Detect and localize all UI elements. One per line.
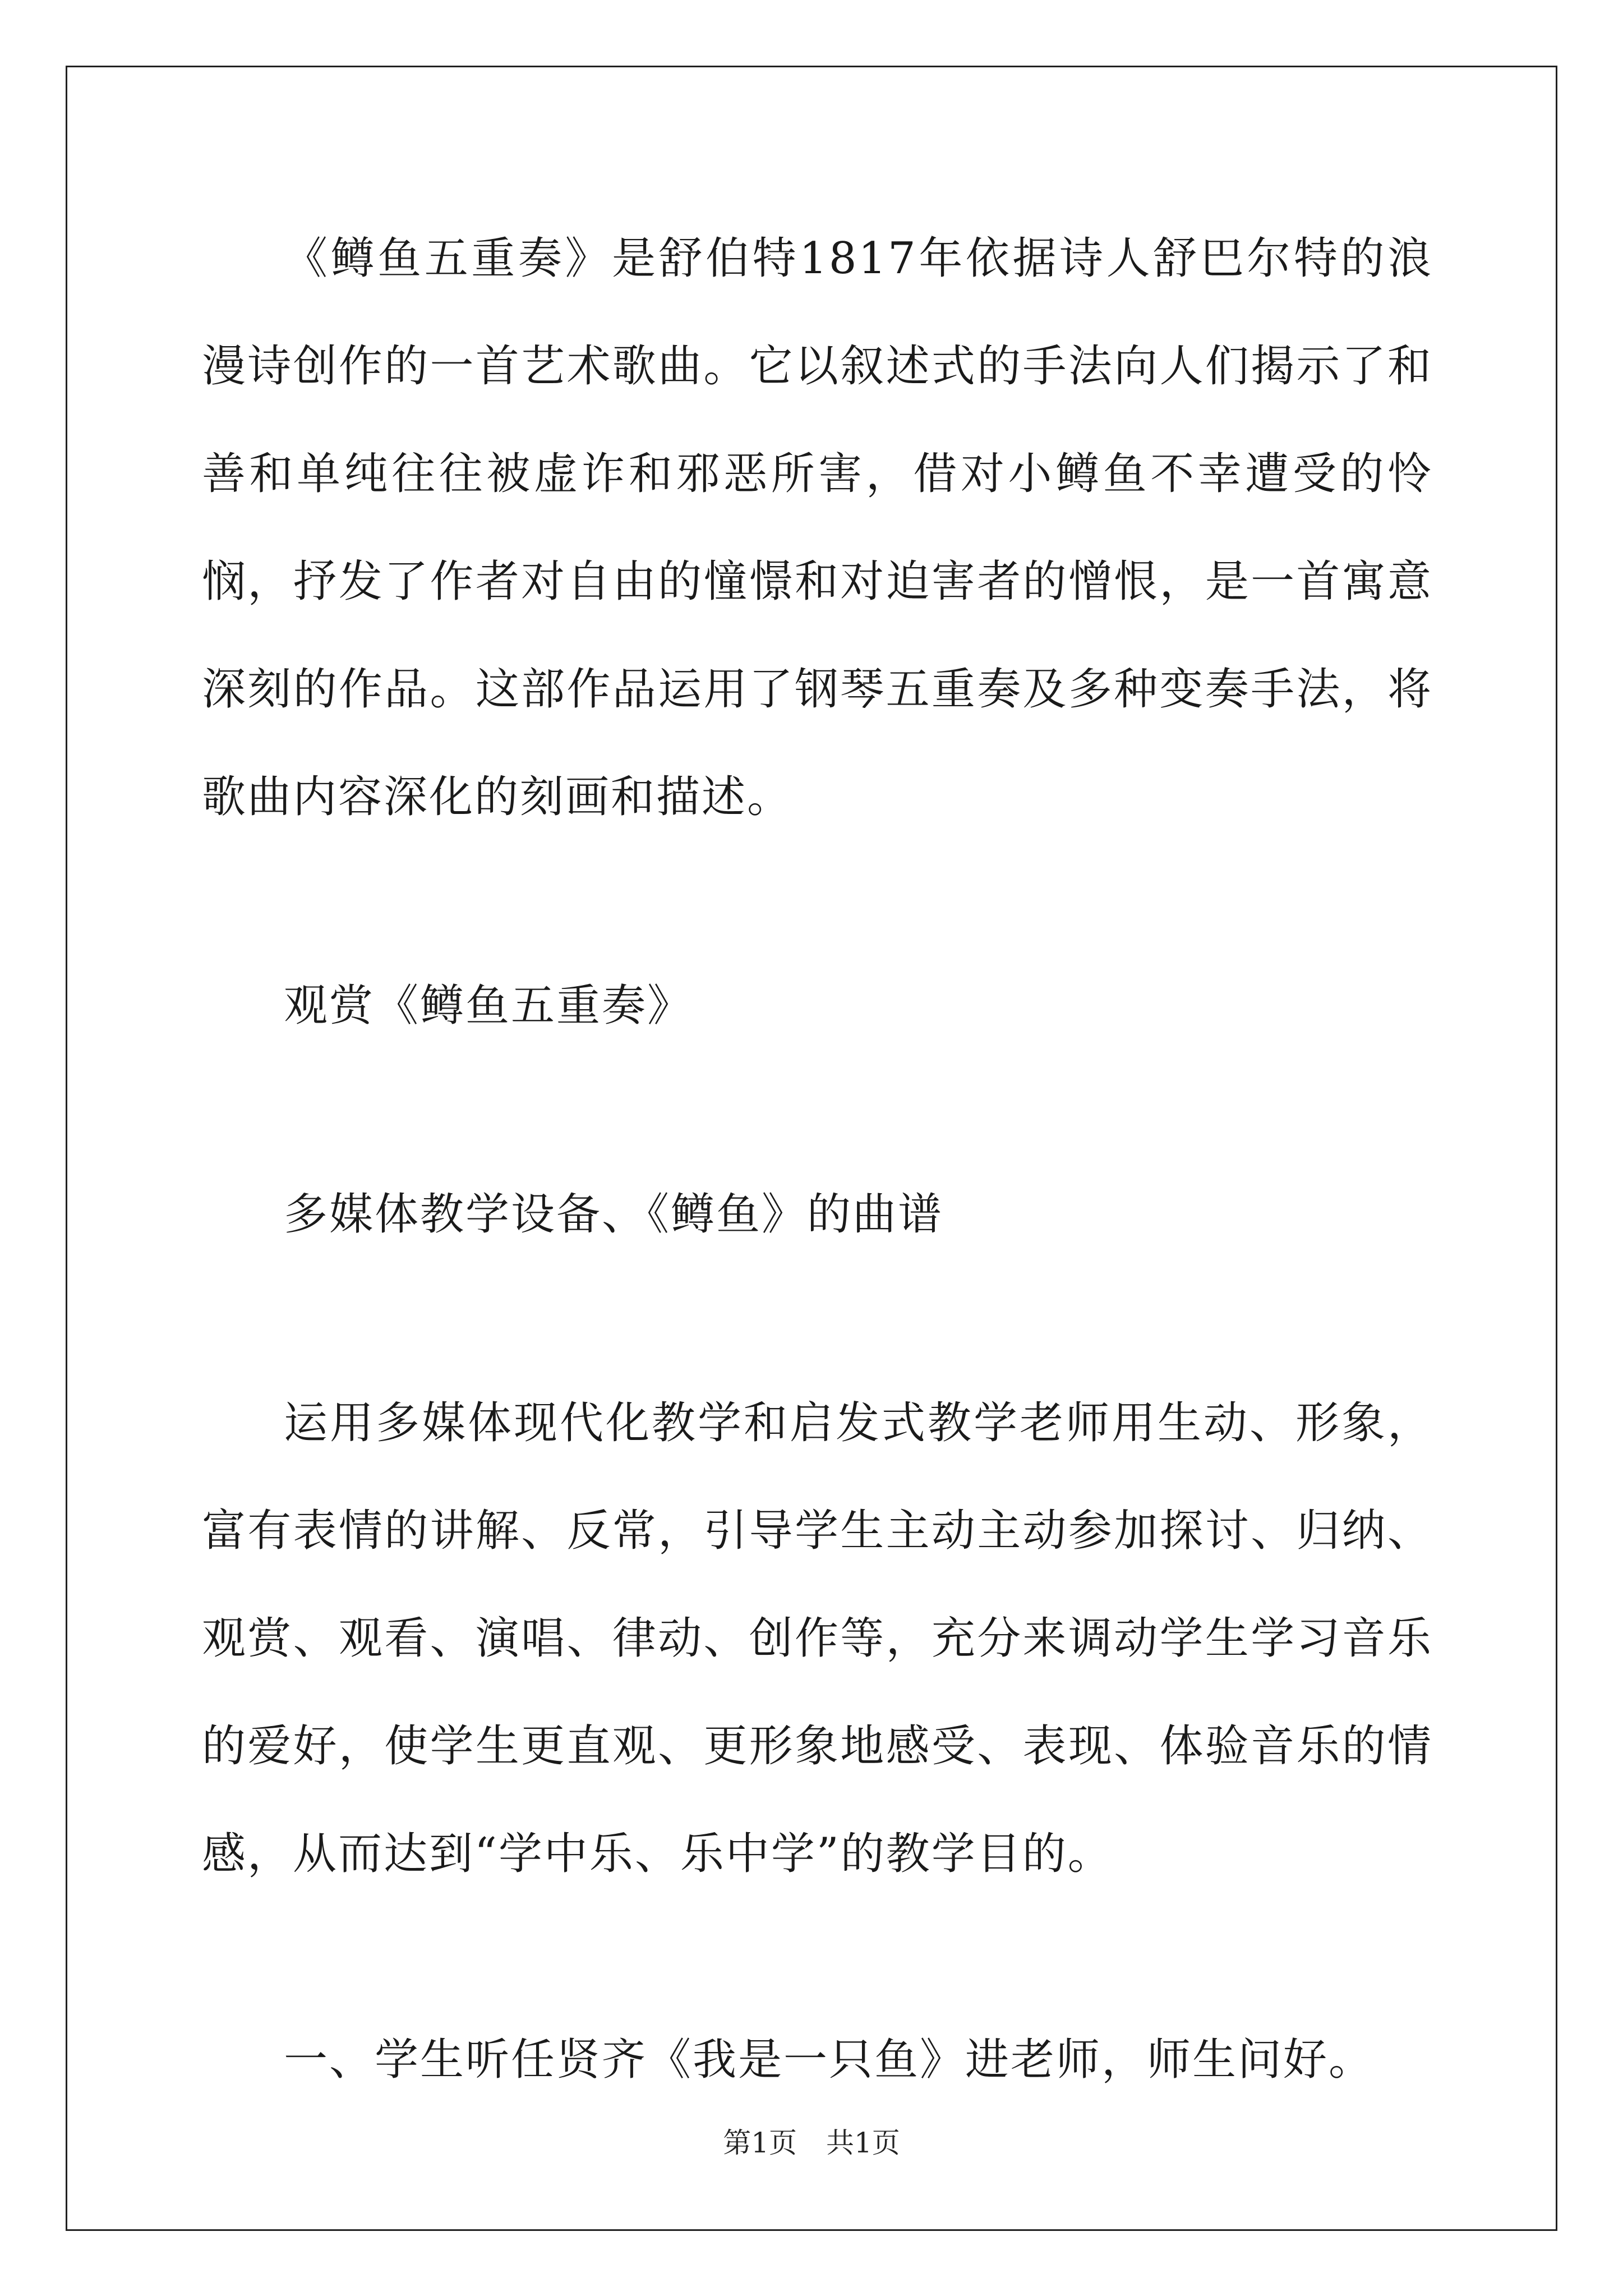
paragraph-gap [202, 1060, 1433, 1161]
paragraph-gap [202, 1268, 1433, 1369]
paragraph-step-one: 一、学生听任贤齐《我是一只鱼》进老师，师生问好。 [284, 2035, 1375, 2085]
page-total: 共1页 [826, 2127, 900, 2159]
paragraph-teaching-method: 运用多媒体现代化教学和启发式教学老师用生动、形象，富有表情的讲解、反常，引导学生主动主动参加探讨、归纳、观赏、观看、演唱、律动、创作等，充分来调动学生学习音乐的爱好，使学生更直观、更形象地感受、表现、体验音乐的情感，从而达到“学中乐、乐中学”的教学目的。 [202, 1398, 1433, 1879]
paragraph-teaching-tools: 多媒体教学设备、《鳟鱼》的曲谱 [284, 1189, 944, 1240]
paragraph-gap [202, 1908, 1433, 2006]
page-number: 第1页 [723, 2127, 797, 2159]
paragraph-teaching-goal: 观赏《鳟鱼五重奏》 [284, 981, 693, 1031]
document-body [202, 205, 1433, 2114]
paragraph-gap [202, 851, 1433, 952]
paragraph-intro: 《鳟鱼五重奏》是舒伯特1817年依据诗人舒巴尔特的浪漫诗创作的一首艺术歌曲。它以叙述式的手法向人们揭示了和善和单纯往往被虚诈和邪恶所害，借对小鳟鱼不幸遭受的怜悯，抒发了作者对自由的憧憬和对迫害者的憎恨，是一首寓意深刻的作品。这部作品运用了钢琴五重奏及多种变奏手法，将歌曲内容深化的刻画和描述。 [202, 233, 1433, 822]
page-footer [0, 2126, 1623, 2160]
